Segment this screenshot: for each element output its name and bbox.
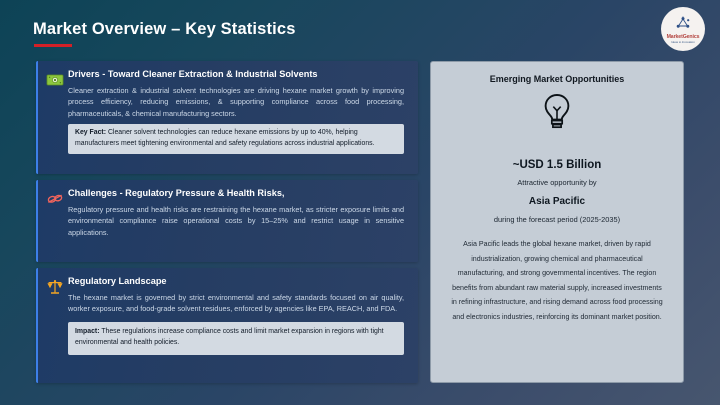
opportunity-subtitle-1: Attractive opportunity by (517, 178, 597, 187)
brand-logo (661, 7, 705, 51)
slide-header (0, 0, 720, 56)
balance-scales-icon (45, 277, 64, 296)
broken-link-icon (45, 189, 64, 208)
callout-label: Key Fact: (75, 128, 107, 136)
logo-brand-name: MarketGenics (666, 33, 700, 40)
network-nodes-icon (675, 16, 691, 34)
card-challenges[interactable] (36, 180, 418, 262)
card-body-text: The hexane market is governed by strict environmental and safety standards focused on air quality, worker exposure, and food-grade solvent residues, enforced by agencies like EPA, REACH, and FDA. (68, 292, 404, 314)
logo-tagline: Ideas to Innovation (671, 40, 695, 45)
card-body-text: Regulatory pressure and health risks are restraining the hexane market, as stricter exposure limits and environmental compliance raise operational costs by 15–25% and restrict usage in sensitive applications. (68, 204, 404, 238)
impact-callout (68, 322, 404, 354)
card-title: Regulatory Landscape (68, 276, 167, 286)
callout-label: Impact: (75, 328, 100, 336)
callout-text: These regulations increase compliance costs and limit market expansion in regions with tight environmental and health policies. (75, 328, 384, 346)
card-title: Drivers - Toward Cleaner Extraction & Industrial Solvents (68, 69, 318, 79)
card-body-text: Cleaner extraction & industrial solvent technologies are driving hexane market growth by improving process efficiency, reducing emissions, & supporting compliance across food processing, pharmaceuticals, & chemical manufacturing sectors. (68, 85, 404, 119)
emerging-opportunities-panel (430, 61, 684, 383)
lightbulb-icon (443, 92, 671, 132)
panel-title: Emerging Market Opportunities (489, 74, 625, 84)
opportunity-value: ~USD 1.5 Billion (512, 159, 602, 171)
card-title: Challenges - Regulatory Pressure & Health Risks, (68, 188, 285, 198)
card-drivers[interactable] (36, 61, 418, 174)
opportunity-description: Asia Pacific leads the global hexane market, driven by rapid industrialization, growing chemical and pharmaceutical manufacturing, and strong governmental incentives. The region benefits from abundant raw material supply, increased investments in refining infrastructure, and rising demand across food processing and electronics industries, reinforcing its dominant market position. (451, 240, 663, 321)
key-fact-callout (68, 124, 404, 154)
callout-text: Cleaner solvent technologies can reduce hexane emissions by up to 40%, helping manufacturers meet tightening environmental and safety regulations across industrial applications. (75, 128, 375, 147)
page-title: Market Overview – Key Statistics (33, 20, 296, 38)
money-banknote-icon (45, 70, 64, 89)
opportunity-subtitle-2: during the forecast period (2025-2035) (493, 215, 621, 224)
title-underline-accent (34, 44, 72, 47)
card-regulatory-landscape[interactable] (36, 268, 418, 383)
insight-cards-column (36, 61, 418, 383)
opportunity-region: Asia Pacific (528, 196, 586, 207)
